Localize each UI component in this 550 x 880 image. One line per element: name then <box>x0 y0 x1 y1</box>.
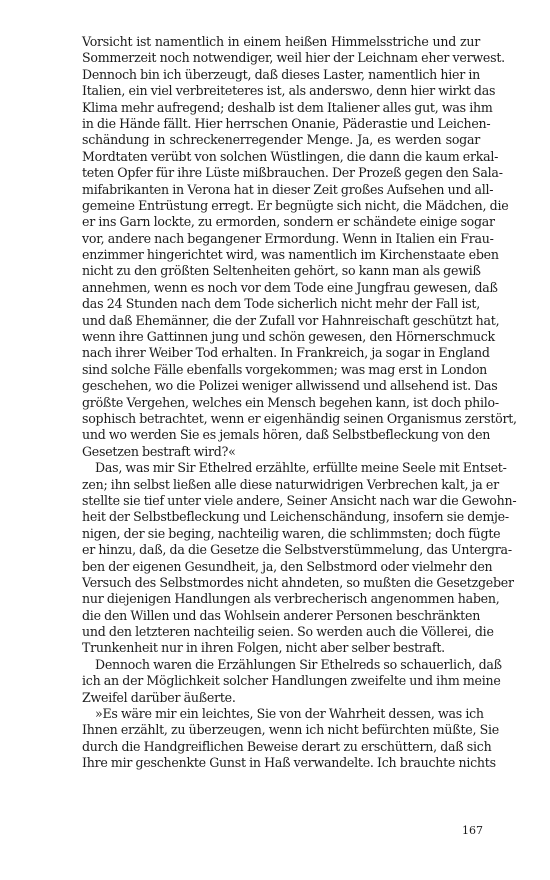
text-line: vor, andere nach begangener Ermordung. Wenn in Italien ein Frau- <box>82 230 494 246</box>
text-line: mifabrikanten in Verona hat in dieser Zeit großes Aufsehen und all- <box>82 181 494 197</box>
text-line: und daß Ehemänner, die der Zufall vor Hahnreischaft geschützt hat, <box>82 312 500 328</box>
text-line: die den Willen und das Wohlsein anderer Personen beschränkten <box>82 607 481 623</box>
text-line: sophisch betrachtet, wenn er eigenhändig seinen Organismus zerstört, <box>82 410 517 426</box>
text-line: Dennoch bin ich überzeugt, daß dieses Laster, namentlich hier in <box>82 66 480 82</box>
text-line: ich an der Möglichkeit solcher Handlungen zweifelte und ihm meine <box>82 673 501 689</box>
text-line: Sommerzeit noch notwendiger, weil hier der Leichnam eher verwest. <box>82 50 505 66</box>
text-line: und wo werden Sie es jemals hören, daß Selbstbefleckung von den <box>82 427 491 443</box>
text-line: Gesetzen bestraft wird?« <box>82 443 236 459</box>
text-line: er hinzu, daß, da die Gesetze die Selbstverstümmelung, das Untergra- <box>82 542 512 558</box>
text-line: nigen, der sie beging, nachteilig waren, die schlimmsten; doch fügte <box>82 525 501 541</box>
text-line: geschehen, wo die Polizei weniger allwissend und allsehend ist. Das <box>82 378 498 394</box>
text-line: er ins Garn lockte, zu ermorden, sondern er schändete einige sogar <box>82 214 495 230</box>
text-line: schändung in schreckenerregender Menge. Ja, es werden sogar <box>82 132 480 148</box>
text-line: »Es wäre mir ein leichtes, Sie von der Wahrheit dessen, was ich <box>95 706 484 722</box>
text-line: nur diejenigen Handlungen als verbrecherisch angenommen haben, <box>82 591 500 607</box>
page-number: 167 <box>462 824 483 837</box>
text-line: in die Hände fällt. Hier herrschen Onanie, Päderastie und Leichen- <box>82 115 491 131</box>
text-line: und den letzteren nachteilig seien. So werden auch die Völlerei, die <box>82 624 494 640</box>
text-line: zen; ihn selbst ließen alle diese naturwidrigen Verbrechen kalt, ja er <box>82 476 499 492</box>
text-line: nach ihrer Weiber Tod erhalten. In Frankreich, ja sogar in England <box>82 345 490 361</box>
text-line: Trunkenheit nur in ihren Folgen, nicht aber selber bestraft. <box>82 640 445 656</box>
text-line: gemeine Entrüstung erregt. Er begnügte sich nicht, die Mädchen, die <box>82 197 509 213</box>
text-line: stellte sie tief unter viele andere, Seiner Ansicht nach war die Gewohn- <box>82 492 517 508</box>
text-line: heit der Selbstbefleckung und Leichenschändung, insofern sie demje- <box>82 509 509 525</box>
text-line: ben der eigenen Gesundheit, ja, den Selbstmord oder vielmehr den <box>82 558 493 574</box>
text-line: größte Vergehen, welches ein Mensch begehen kann, ist doch philo- <box>82 394 499 410</box>
text-line: Dennoch waren die Erzählungen Sir Ethelreds so schauerlich, daß <box>95 656 502 672</box>
text-line: Versuch des Selbstmordes nicht ahndeten, so mußten die Gesetzgeber <box>82 574 514 590</box>
text-line: Ihnen erzählt, zu überzeugen, wenn ich nicht befürchten müßte, Sie <box>82 722 499 738</box>
text-line: enzimmer hingerichtet wird, was namentlich im Kirchenstaate eben <box>82 247 499 263</box>
text-line: Mordtaten verübt von solchen Wüstlingen, die dann die kaum erkal- <box>82 148 499 164</box>
text-line: das 24 Stunden nach dem Tode sicherlich nicht mehr der Fall ist, <box>82 296 480 312</box>
text-line: Italien, ein viel verbreiteteres ist, als anderswo, denn hier wirkt das <box>82 83 496 99</box>
text-line: teten Opfer für ihre Lüste mißbrauchen. Der Prozeß gegen den Sala- <box>82 165 503 181</box>
text-line: Zweifel darüber äußerte. <box>82 689 236 705</box>
text-line: Das, was mir Sir Ethelred erzählte, erfüllte meine Seele mit Entset- <box>95 460 507 476</box>
text-line: nicht zu den größten Seltenheiten gehört, so kann man als gewiß <box>82 263 481 279</box>
text-line: Klima mehr aufregend; deshalb ist dem Italiener alles gut, was ihm <box>82 99 493 115</box>
text-line: annehmen, wenn es noch vor dem Tode eine Jungfrau gewesen, daß <box>82 279 498 295</box>
text-line: Vorsicht ist namentlich in einem heißen Himmelsstriche und zur <box>82 34 480 49</box>
text-line: Ihre mir geschenkte Gunst in Haß verwandelte. Ich brauchte nichts <box>82 755 496 771</box>
text-line: sind solche Fälle ebenfalls vorgekommen; was mag erst in London <box>82 361 488 377</box>
text-line: durch die Handgreiflichen Beweise derart zu erschüttern, daß sich <box>82 738 492 754</box>
body-text <box>82 34 517 772</box>
text-line: wenn ihre Gattinnen jung und schön gewesen, den Hörnerschmuck <box>82 329 495 345</box>
